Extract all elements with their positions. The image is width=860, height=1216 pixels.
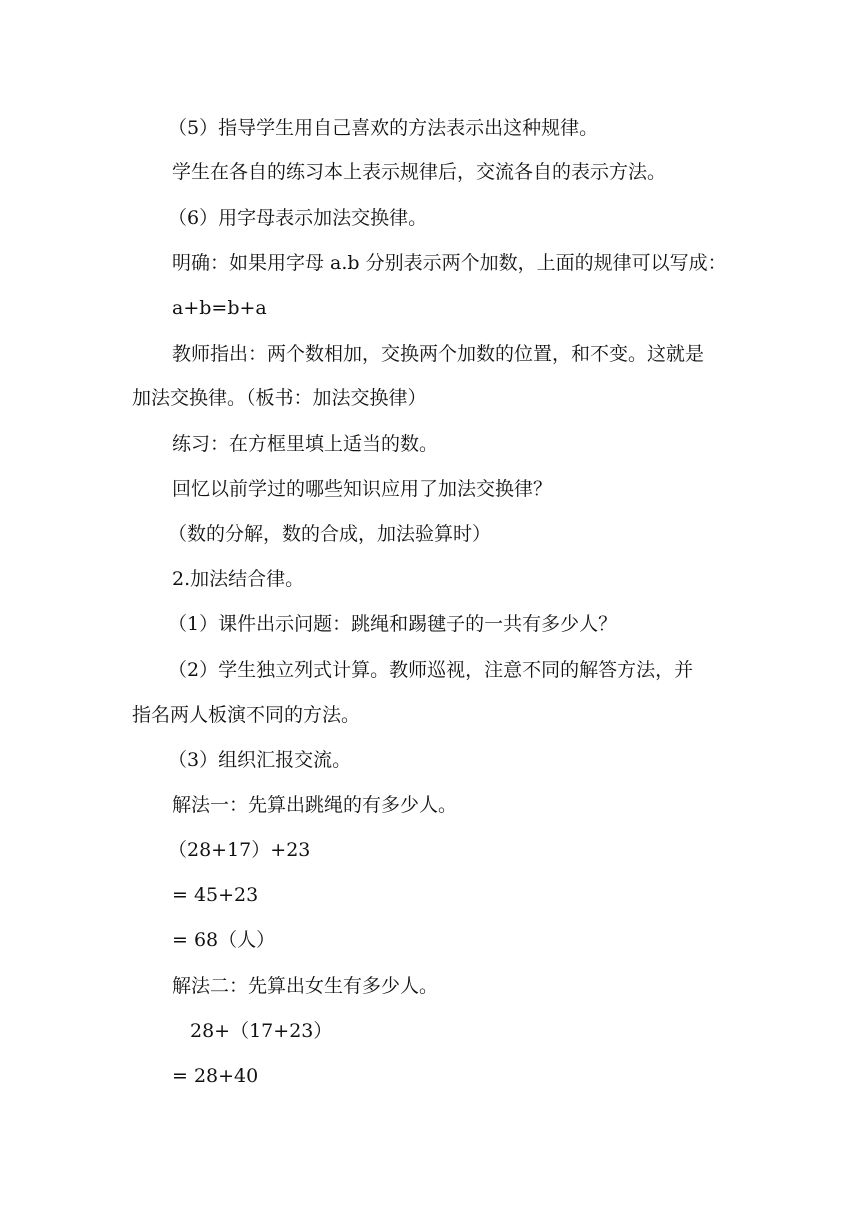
paragraph-solution-2: 解法二：先算出女生有多少人。 — [172, 975, 439, 997]
paragraph-teacher-points-out: 教师指出：两个数相加，交换两个加数的位置，和不变。这就是 — [172, 343, 705, 365]
paragraph-teacher-points-out-cont: 加法交换律。（板书：加法交换律） — [132, 387, 427, 409]
paragraph-step-5: （5）指导学生用自己喜欢的方法表示出这种规律。 — [168, 117, 599, 139]
formula-solution-1-result: = 68（人） — [172, 929, 276, 951]
paragraph-step-3: （3）组织汇报交流。 — [168, 749, 352, 771]
paragraph-solution-1: 解法一：先算出跳绳的有多少人。 — [172, 794, 458, 816]
paragraph-practice: 练习：在方框里填上适当的数。 — [172, 433, 439, 455]
paragraph-recall: 回忆以前学过的哪些知识应用了加法交换律？ — [172, 478, 553, 500]
paragraph-step-2-cont: 指名两人板演不同的方法。 — [132, 704, 361, 726]
formula-solution-2-step-1: 28+（17+23） — [190, 1020, 333, 1042]
paragraph-step-6: （6）用字母表示加法交换律。 — [168, 207, 428, 229]
paragraph-step-2: （2）学生独立列式计算。教师巡视，注意不同的解答方法，并 — [168, 659, 694, 681]
paragraph-clarify: 明确：如果用字母 a.b 分别表示两个加数，上面的规律可以写成： — [172, 252, 727, 274]
formula-commutative: a+b=b+a — [172, 297, 267, 319]
formula-solution-1-step-2: = 45+23 — [172, 884, 259, 906]
section-heading-associative: 2.加法结合律。 — [172, 568, 305, 590]
paragraph-student-practice: 学生在各自的练习本上表示规律后，交流各自的表示方法。 — [172, 161, 667, 183]
formula-solution-1-step-1: （28+17）+23 — [168, 839, 311, 861]
formula-solution-2-step-2: = 28+40 — [172, 1065, 259, 1087]
paragraph-step-1: （1）课件出示问题：跳绳和踢毽子的一共有多少人？ — [168, 613, 618, 635]
paragraph-recall-answer: （数的分解，数的合成，加法验算时） — [168, 523, 492, 545]
